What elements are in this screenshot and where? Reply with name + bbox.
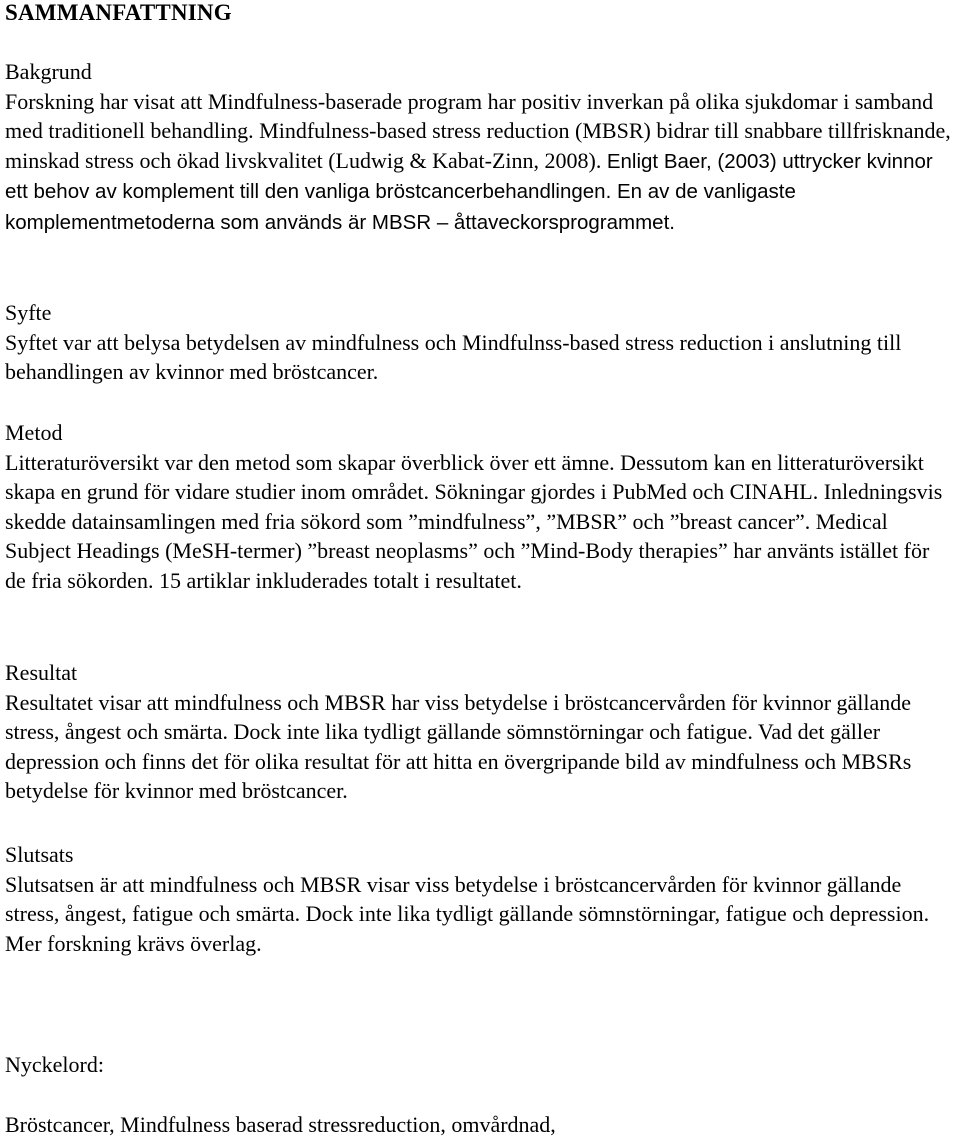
document-page <box>5 0 955 1140</box>
section-heading-syfte: Syfte <box>5 300 52 325</box>
section-body-resultat: Resultatet visar att mindfulness och MBSR har viss betydelse i bröstcancervården för kvinnor gällande stress, ångest och smärta. Dock inte lika tydligt gällande sömnstörningar och fatigue. Vad det gäller depression och finns det för olika resultat för att hitta en övergripande bild av mindfulness och MBSRs betydelse för kvinnor med bröstcancer. <box>5 689 912 803</box>
section-metod <box>5 418 955 595</box>
keywords-list: Bröstcancer, Mindfulness baserad stressreduction, omvårdnad, <box>5 1112 556 1137</box>
section-nyckelord <box>5 1050 955 1137</box>
section-heading-resultat: Resultat <box>5 660 78 685</box>
document-title: SAMMANFATTNING <box>5 0 232 25</box>
section-heading-bakgrund: Bakgrund <box>5 59 92 84</box>
section-heading-nyckelord: Nyckelord: <box>5 1052 104 1077</box>
section-heading-slutsats: Slutsats <box>5 842 74 867</box>
section-body-syfte: Syftet var att belysa betydelsen av mindfulness och Mindfulnss-based stress reduction i anslutning till behandlingen av kvinnor med bröstcancer. <box>5 329 902 384</box>
bakgrund-text-part-1: Forskning har visat att Mindfulness-baserade program har positiv inverkan på olika sjukdomar i samband med traditionell behandling. Mindfulness-based stress reduction (MBSR) bidrar till snabbare tillfrisknande, minskad stress och ökad livskvalitet (Ludwig & Kabat-Zinn, 2008). <box>5 88 951 173</box>
section-bakgrund <box>5 57 955 237</box>
section-resultat <box>5 658 955 806</box>
section-body-slutsats: Slutsatsen är att mindfulness och MBSR visar viss betydelse i bröstcancervården för kvinnor gällande stress, ångest, fatigue och smärta. Dock inte lika tydligt gällande sömnstörningar, fatigue och depression. Mer forskning krävs överlag. <box>5 871 930 956</box>
section-slutsats <box>5 840 955 958</box>
section-heading-metod: Metod <box>5 420 63 445</box>
section-body-metod: Litteraturöversikt var den metod som skapar överblick över ett ämne. Dessutom kan en litteraturöversikt skapa en grund för vidare studier inom området. Sökningar gjordes i PubMed och CINAHL. Inledningsvis skedde datainsamlingen med fria sökord som ”mindfulness”, ”MBSR” och ”breast cancer”. Medical Subject Headings (MeSH-termer) ”breast neoplasms” och ”Mind-Body therapies” har använts istället för de fria sökorden. 15 artiklar inkluderades totalt i resultatet. <box>5 449 943 593</box>
section-syfte <box>5 298 955 387</box>
section-body-bakgrund <box>5 87 955 238</box>
bakgrund-text-part-2: Enligt Baer, (2003) uttrycker kvinnor ett behov av komplement till den vanliga bröstcancerbehandlingen. En av de vanligaste komplementmetoderna som används är MBSR – åttaveckorsprogrammet. <box>5 149 933 234</box>
